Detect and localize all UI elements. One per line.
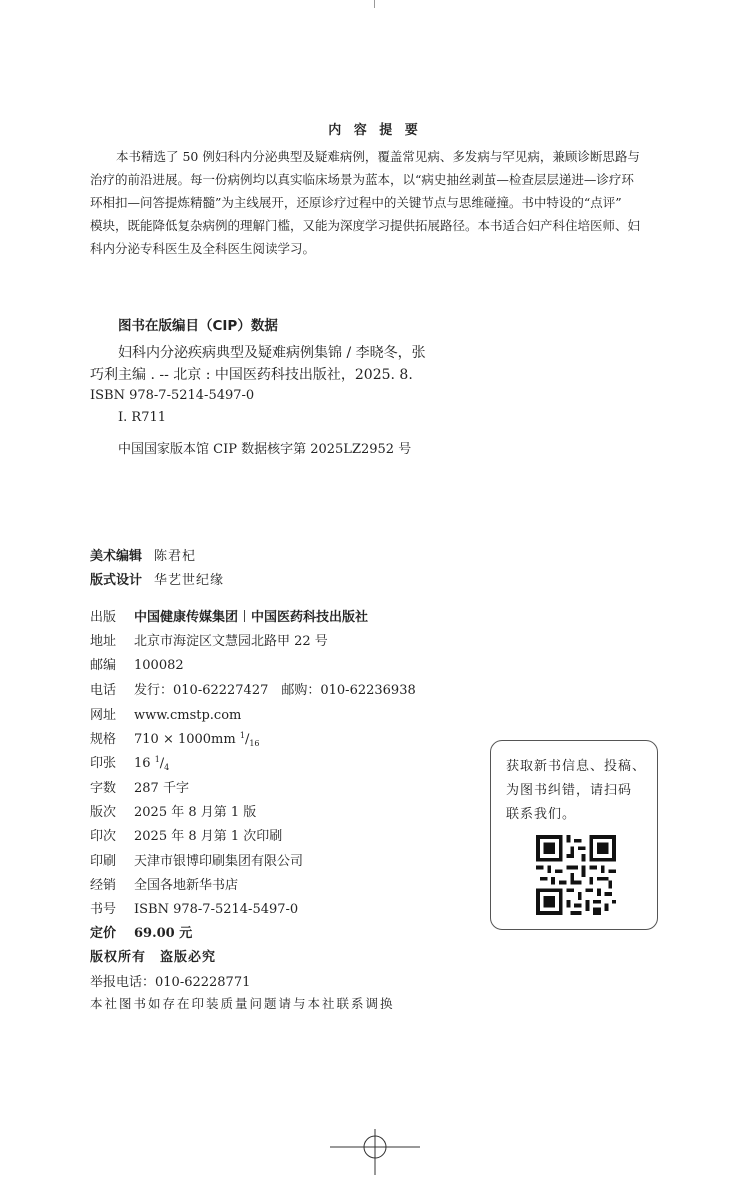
info-row-sheets: 印张 16 $^1/_4$ xyxy=(90,755,170,772)
summary-line: 科内分泌专科医生及全科医生阅读学习。 xyxy=(90,241,316,256)
summary-line: 治疗的前沿进展。每一份病例均以真实临床场景为蓝本，以“病史抽丝剥茧—检查层层递进—诊疗环 xyxy=(90,172,634,187)
staff-value: 陈君杞 xyxy=(154,549,197,564)
cip-title: 图书在版编目（CIP）数据 xyxy=(118,318,278,334)
cip-line-title: 妇科内分泌疾病典型及疑难病例集锦 / 李晓冬，张 xyxy=(118,345,426,361)
website-link[interactable]: www.cmstp.com xyxy=(134,708,242,723)
info-row-publisher: 出版 中国健康传媒集团 中国医药科技出版社 xyxy=(90,610,369,625)
cip-line-classification: I. R711 xyxy=(118,410,167,425)
summary-line: 环相扣—问答提炼精髓”为主线展开，还原诊疗过程中的关键节点与思维碰撞。书中特设的“点评” xyxy=(90,195,622,210)
summary-body xyxy=(90,145,670,260)
staff-row-art-editor xyxy=(90,545,196,564)
staff-label: 美术编辑 xyxy=(90,549,143,564)
crop-mark-top xyxy=(374,0,375,8)
info-row-phone: 电话 发行：010-62227427 邮购：010-62236938 xyxy=(90,683,416,698)
info-row-printing: 印次 2025 年 8 月第 1 次印刷 xyxy=(90,829,283,844)
info-row-postcode: 邮编 100082 xyxy=(90,658,184,673)
staff-row-layout-design xyxy=(90,569,224,588)
cip-line-registration: 中国国家版本馆 CIP 数据核字第 2025LZ2952 号 xyxy=(118,442,412,457)
qr-contact-text: 获取新书信息、投稿、 为图书纠错，请扫码 联系我们。 xyxy=(506,759,647,822)
info-row-address: 地址 北京市海淀区文慧园北路甲 22 号 xyxy=(90,634,328,649)
info-row-isbn: 书号 ISBN 978-7-5214-5497-0 xyxy=(90,902,299,917)
info-row-distributor: 经销 全国各地新华书店 xyxy=(90,878,239,893)
publisher-name: 中国医药科技出版社 xyxy=(251,610,369,625)
info-row-printer: 印刷 天津市银博印刷集团有限公司 xyxy=(90,854,304,869)
info-row-price: 定价 69.00 元 xyxy=(90,926,193,941)
publisher-group: 中国健康传媒集团 xyxy=(134,610,239,625)
summary-line: 模块，既能降低复杂病例的理解门槛，又能为深度学习提供拓展路径。本书适合妇产科住培医师、妇 xyxy=(90,218,641,233)
info-row-format: 规格 710 × 1000mm $^1/_{16}$ xyxy=(90,731,260,748)
divider xyxy=(244,610,245,622)
qr-code-icon[interactable] xyxy=(536,835,616,915)
cip-line-publication: 巧利主编 . -- 北京 : 中国医药科技出版社，2025. 8. xyxy=(90,367,413,383)
info-row-edition: 版次 2025 年 8 月第 1 版 xyxy=(90,805,257,820)
copyright-notice: 版权所有 盗版必究 xyxy=(90,950,217,965)
info-row-website: 网址 www.cmstp.com xyxy=(90,708,242,723)
summary-title: 内 容 提 要 xyxy=(328,123,422,138)
registration-mark-icon xyxy=(330,1125,420,1175)
report-phone: 举报电话：010-62228771 xyxy=(90,975,251,990)
staff-label: 版式设计 xyxy=(90,573,143,588)
staff-value: 华艺世纪缘 xyxy=(154,573,225,588)
cip-line-isbn: ISBN 978-7-5214-5497-0 xyxy=(90,388,255,403)
summary-line: 本书精选了 50 例妇科内分泌典型及疑难病例，覆盖常见病、多发病与罕见病，兼顾诊断思路与 xyxy=(116,149,640,164)
info-row-words: 字数 287 千字 xyxy=(90,781,189,796)
quality-notice: 本社图书如存在印装质量问题请与本社联系调换 xyxy=(90,996,395,1011)
